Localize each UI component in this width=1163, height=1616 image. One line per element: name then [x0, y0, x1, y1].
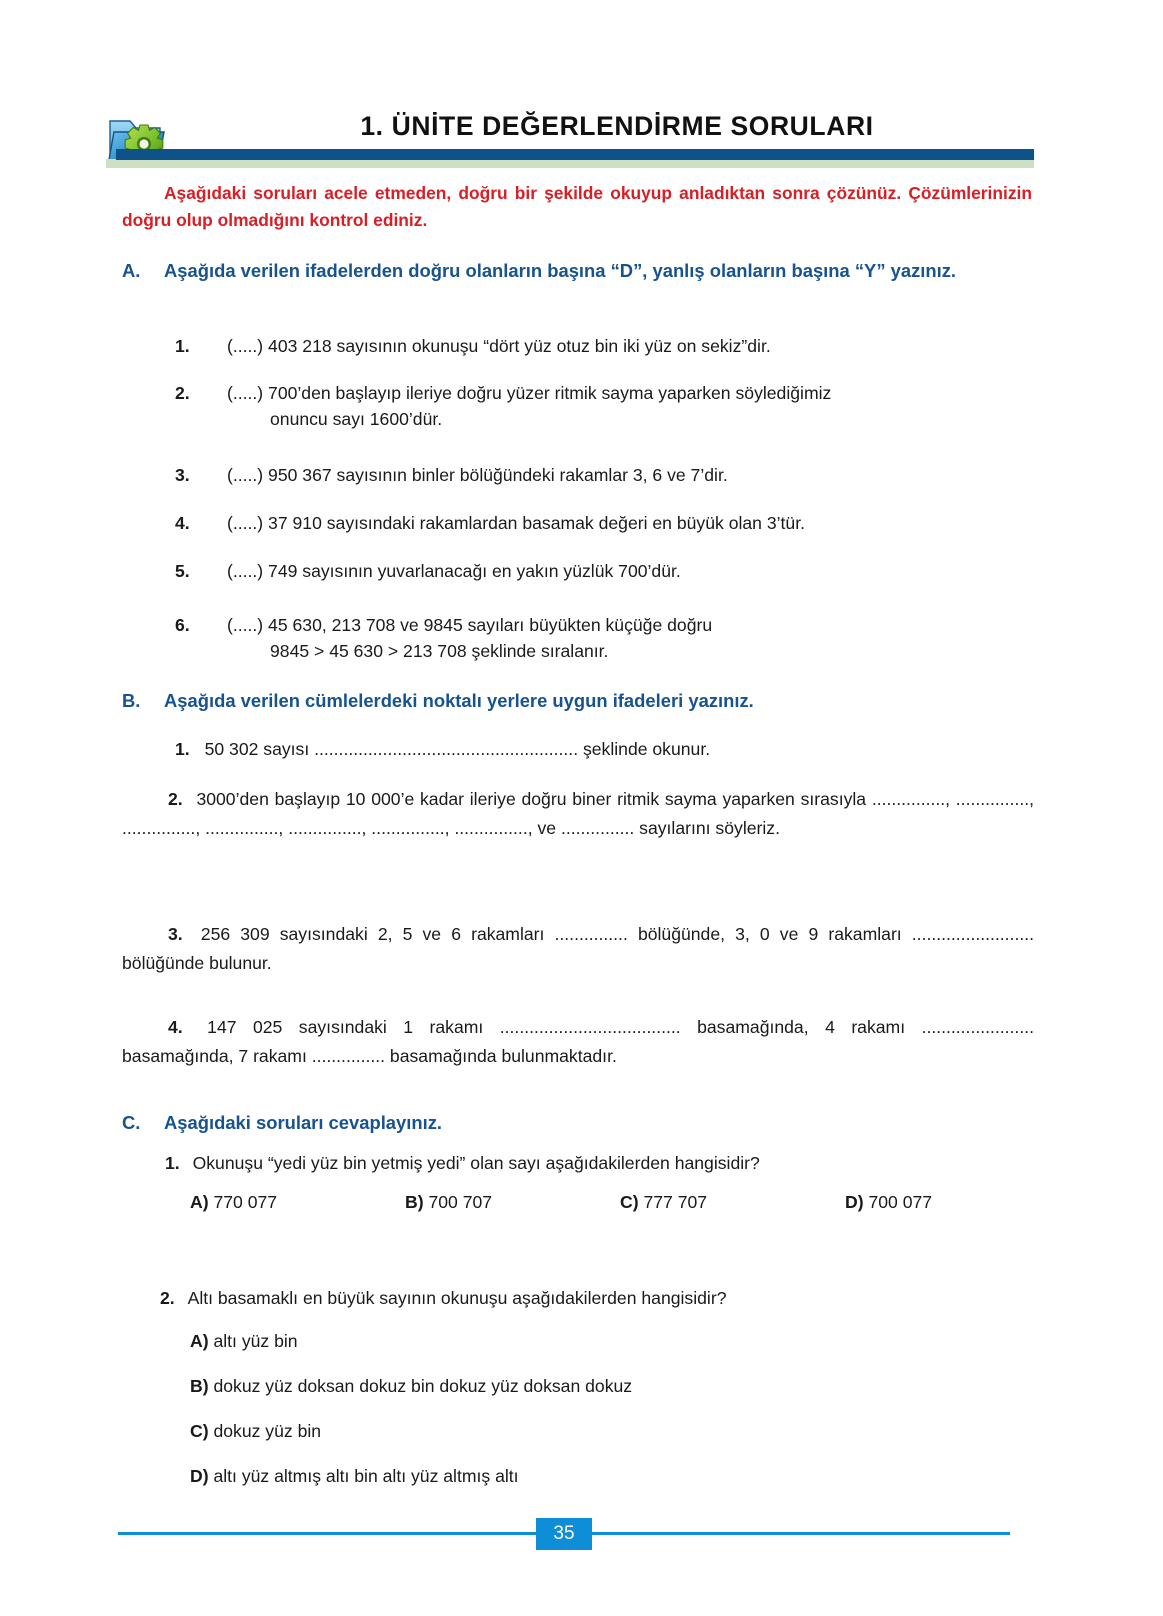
item-number: 2. — [168, 789, 183, 809]
list-item — [175, 462, 1035, 488]
item-number: 3. — [168, 924, 183, 944]
section-c-title: Aşağıdaki soruları cevaplayınız. — [164, 1112, 443, 1133]
item-text: (.....) 37 910 sayısındaki rakamlardan basamak değeri en büyük olan 3’tür. — [227, 513, 805, 533]
item-number: 4. — [175, 513, 190, 533]
item-text: 256 309 sayısındaki 2, 5 ve 6 rakamları ............... bölüğünde, 3, 0 ve 9 rakamları ......................... bölüğünde bulunur. — [122, 924, 1034, 973]
header-accent-blue — [116, 149, 1034, 160]
section-c-heading — [122, 1110, 1034, 1136]
section-a-title: Aşağıda verilen ifadelerden doğru olanların başına “D”, yanlış olanların başına “Y” yazınız. — [164, 260, 957, 281]
item-number: 1. — [175, 336, 190, 356]
page-footer — [118, 1518, 1010, 1552]
item-text: (.....) 749 sayısının yuvarlanacağı en yakın yüzlük 700’dür. — [227, 561, 681, 581]
option-d[interactable] — [845, 1192, 932, 1213]
section-a-letter: A. — [122, 260, 141, 281]
item-text: 3000’den başlayıp 10 000’e kadar ileriye doğru biner ritmik sayma yaparken sırasıyla ..............., ..............., ..............., ..............., ..............., ..............., ..............., ve ............... sayılarını söyleriz. — [122, 789, 1034, 838]
header-accent-green — [106, 159, 1034, 168]
option-a-c2[interactable] — [190, 1328, 1030, 1354]
list-item — [175, 380, 1035, 433]
option-a[interactable] — [190, 1192, 405, 1213]
option-a-value: 770 077 — [213, 1192, 278, 1212]
section-c-letter: C. — [122, 1112, 141, 1133]
list-item — [175, 735, 1035, 764]
option-a-value: altı yüz bin — [213, 1331, 298, 1351]
list-item — [122, 920, 1034, 977]
item-number: 1. — [175, 739, 190, 759]
item-text: 50 302 sayısı ...................................................... şeklinde okunur. — [204, 739, 711, 759]
section-a-heading — [122, 258, 1034, 284]
option-a-label: A) — [190, 1331, 209, 1351]
item-text: (.....) 950 367 sayısının binler bölüğündeki rakamlar 3, 6 ve 7’dir. — [227, 465, 728, 485]
item-number: 3. — [175, 465, 190, 485]
item-number: 5. — [175, 561, 190, 581]
list-item — [122, 785, 1034, 842]
option-c-value: 777 707 — [643, 1192, 708, 1212]
list-item — [175, 510, 1035, 536]
option-d-c2[interactable] — [190, 1463, 1030, 1489]
item-number: 1. — [165, 1153, 180, 1173]
option-d-value: altı yüz altmış altı bin altı yüz altmış altı — [213, 1466, 519, 1486]
option-c-c2[interactable] — [190, 1418, 1030, 1444]
list-item — [122, 1013, 1034, 1070]
section-b-title: Aşağıda verilen cümlelerdeki noktalı yerlere uygun ifadeleri yazınız. — [164, 690, 754, 711]
item-number: 6. — [175, 615, 190, 635]
item-text: (.....) 403 218 sayısının okunuşu “dört yüz otuz bin iki yüz on sekiz”dir. — [227, 336, 771, 356]
option-b-label: B) — [190, 1376, 209, 1396]
list-item — [175, 558, 1035, 584]
option-c-label: C) — [620, 1192, 639, 1212]
option-d-label: D) — [845, 1192, 864, 1212]
item-text-continued: onuncu sayı 1600’dür. — [270, 409, 443, 430]
option-c-label: C) — [190, 1421, 209, 1441]
option-d-label: D) — [190, 1466, 209, 1486]
item-number: 4. — [168, 1017, 183, 1037]
list-item — [175, 333, 1035, 359]
question-text: Okunuşu “yedi yüz bin yetmiş yedi” olan sayı aşağıdakilerden hangisidir? — [192, 1153, 760, 1173]
option-a-label: A) — [190, 1192, 209, 1212]
question-c1 — [165, 1150, 1045, 1176]
intro-paragraph: Aşağıdaki soruları acele etmeden, doğru bir şekilde okuyup anladıktan sonra çözünüz. Çözümlerinizin doğru olup olmadığını kontrol ediniz. — [122, 183, 1032, 230]
question-text: Altı basamaklı en büyük sayının okunuşu aşağıdakilerden hangisidir? — [187, 1288, 727, 1308]
item-number: 2. — [160, 1288, 175, 1308]
list-item — [175, 612, 1035, 665]
option-b-value: dokuz yüz doksan dokuz bin dokuz yüz doksan dokuz — [213, 1376, 633, 1396]
item-text-continued: 9845 > 45 630 > 213 708 şeklinde sıralanır. — [270, 641, 609, 662]
item-text: 147 025 sayısındaki 1 rakamı ..................................... basamağında, 4 rakamı ....................... basamağında, 7 rakamı ............... basamağında bulunmaktadır. — [122, 1017, 1034, 1066]
answer-options-c1 — [190, 1192, 1040, 1213]
item-text: (.....) 700’den başlayıp ileriye doğru yüzer ritmik sayma yaparken söylediğimiz — [227, 383, 832, 403]
page-title: 1. ÜNİTE DEĞERLENDİRME SORULARI — [360, 111, 874, 141]
item-number: 2. — [175, 383, 190, 403]
option-b-value: 700 707 — [428, 1192, 493, 1212]
section-b-heading — [122, 688, 1034, 714]
section-b-letter: B. — [122, 690, 141, 711]
page-header — [104, 103, 1034, 173]
option-c-value: dokuz yüz bin — [213, 1421, 322, 1441]
option-b-label: B) — [405, 1192, 424, 1212]
option-b[interactable] — [405, 1192, 620, 1213]
question-c2 — [160, 1285, 1040, 1311]
option-c[interactable] — [620, 1192, 845, 1213]
option-d-value: 700 077 — [868, 1192, 933, 1212]
item-text: (.....) 45 630, 213 708 ve 9845 sayıları büyükten küçüğe doğru — [227, 615, 713, 635]
option-b-c2[interactable] — [190, 1373, 1030, 1399]
page-number-badge: 35 — [536, 1518, 592, 1550]
